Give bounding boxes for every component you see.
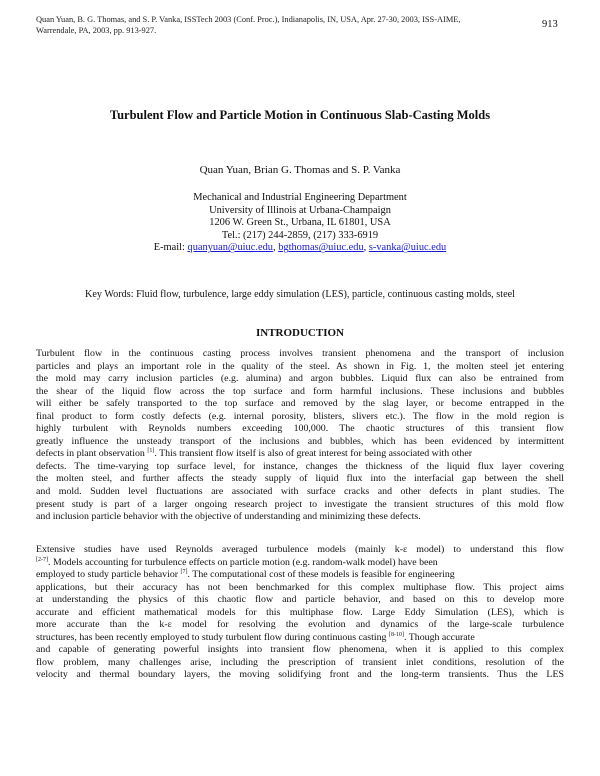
paragraph-line: greatly influence the unsteady transport of the inclusions and bubbles, which has been evidenced by intermittent xyxy=(36,435,564,447)
citation-ref: [2-7] xyxy=(36,556,48,563)
email-line xyxy=(0,242,600,255)
text-run: . Models accounting for turbulence effects on particle motion (e.g. random-walk model) have been xyxy=(48,556,438,568)
paragraph-line: flow problem, many challenges arise, including the prescription of transient inlet conditions, resolution of the xyxy=(36,656,564,668)
email-separator: , xyxy=(272,242,279,254)
department: Mechanical and Industrial Engineering Department xyxy=(193,192,407,203)
email-link-thomas[interactable]: bgthomas@uiuc.edu xyxy=(278,242,364,254)
address: 1206 W. Green St., Urbana, IL 61801, USA xyxy=(209,217,391,229)
text-run: . The computational cost of these models is feasible for engineering xyxy=(187,569,455,581)
paragraph-line xyxy=(36,632,564,645)
paragraph-line: and capable of generating powerful insights into transient flow phenomena, when it is applied to this complex xyxy=(36,644,564,656)
email-link-yuan[interactable]: quanyuan@uiuc.edu xyxy=(187,242,273,254)
citation-line: Quan Yuan, B. G. Thomas, and S. P. Vanka, ISSTech 2003 (Conf. Proc.), Indianapolis, IN, USA, Apr. 27-30, 2003, ISS-AIME, xyxy=(36,15,461,24)
paragraph-line: more accurate than the k-ε model for resolving the evolution and dynamics of the large-scale turbulence xyxy=(36,619,564,631)
citation-header xyxy=(36,14,536,36)
intro-paragraph-2 xyxy=(36,544,564,682)
text-run: . Though accurate xyxy=(403,631,475,643)
intro-paragraph-1 xyxy=(36,348,564,524)
paragraph-line: at understanding the physics of this chaotic flow and particle behavior, and based on this to develop more xyxy=(36,594,564,606)
email-label: E-mail: xyxy=(153,242,188,254)
paragraph-line: Extensive studies have used Reynolds averaged turbulence models (mainly k-ε model) to understand this flow xyxy=(36,544,564,555)
paragraph-line: present study is part of a larger ongoing research project to investigate the transient structures of this mold flow xyxy=(36,498,564,510)
citation-ref: [8-10] xyxy=(388,631,404,638)
page-number: 913 xyxy=(542,19,558,30)
citation-ref: [1] xyxy=(147,448,155,455)
paper-title: Turbulent Flow and Particle Motion in Continuous Slab-Casting Molds xyxy=(109,108,491,122)
paragraph-line: particles and plays an important role in the quality of the steel. As shown in Fig. 1, the molten steel jet entering xyxy=(36,360,564,372)
paragraph-line xyxy=(36,557,564,570)
paragraph-line: will either be safely transported to the top surface and removed by the slag layer, or become entrapped in the xyxy=(36,398,564,410)
paragraph-line: defects. The time-varying top surface level, for instance, changes the thickness of the liquid flux layer covering xyxy=(36,460,564,472)
keywords: Key Words: Fluid flow, turbulence, large eddy simulation (LES), particle, continuous casting molds, steel xyxy=(85,289,515,300)
paragraph-line: and inclusion particle behavior with the objective of understanding and minimizing these defects. xyxy=(36,511,421,523)
university: University of Illinois at Urbana-Champaign xyxy=(209,204,391,216)
text-run: structures, has been recently employed to study turbulent flow during continuous casting xyxy=(36,631,389,643)
paragraph-line: the mold may carry inclusion particles (e.g. alumina) and argon bubbles. Liquid flux can also be entrained from xyxy=(36,373,564,385)
paragraph-line: accurate and efficient mathematical models for this multiphase flow. Large Eddy Simulation (LES), which is xyxy=(36,606,564,618)
paragraph-line: velocity and thermal boundary layers, the moving solidifying front and the long-term transients. Thus the LES xyxy=(36,669,564,681)
paragraph-line: and mold. Sudden level fluctuations are associated with surface cracks and other defects in plant studies. The xyxy=(36,486,564,498)
text-run: employed to study particle behavior xyxy=(36,569,181,581)
paragraph-line xyxy=(36,448,564,461)
author-list: Quan Yuan, Brian G. Thomas and S. P. Vanka xyxy=(199,164,401,176)
telephone: Tel.: (217) 244-2859, (217) 333-6919 xyxy=(221,229,379,241)
citation-ref: [7] xyxy=(180,569,188,576)
paragraph-line: applications, but their accuracy has not been benchmarked for this complex multiphase flow. This project aims xyxy=(36,581,564,593)
text-run: defects in plant observation xyxy=(36,448,148,460)
email-separator: , xyxy=(363,242,369,254)
paragraph-line: the shear of the liquid flow across the top surface and form harmful inclusions. These inclusions and bubbles xyxy=(36,385,564,397)
text-run: . This transient flow itself is also of great interest for being associated with other xyxy=(154,448,473,460)
paragraph-line: final product to form costly defects (e.g. internal porosity, blisters, slivers etc.). The flow in the mold region is xyxy=(36,410,564,422)
citation-line: Warrendale, PA, 2003, pp. 913-927. xyxy=(36,26,157,35)
paragraph-line: the molten steel, and further affects the steady supply of liquid flux into the interfacial gap between the shell xyxy=(36,473,564,485)
email-link-vanka[interactable]: s-vanka@uiuc.edu xyxy=(368,242,447,254)
section-heading-introduction: INTRODUCTION xyxy=(255,327,344,339)
paragraph-line xyxy=(36,569,564,582)
paragraph-line: Turbulent flow in the continuous casting process involves transient phenomena and the transport of inclusion xyxy=(36,348,564,359)
paragraph-line: highly turbulent with Reynolds numbers exceeding 100,000. The chaotic structures of this transient flow xyxy=(36,423,564,435)
affiliation-block xyxy=(0,192,600,255)
